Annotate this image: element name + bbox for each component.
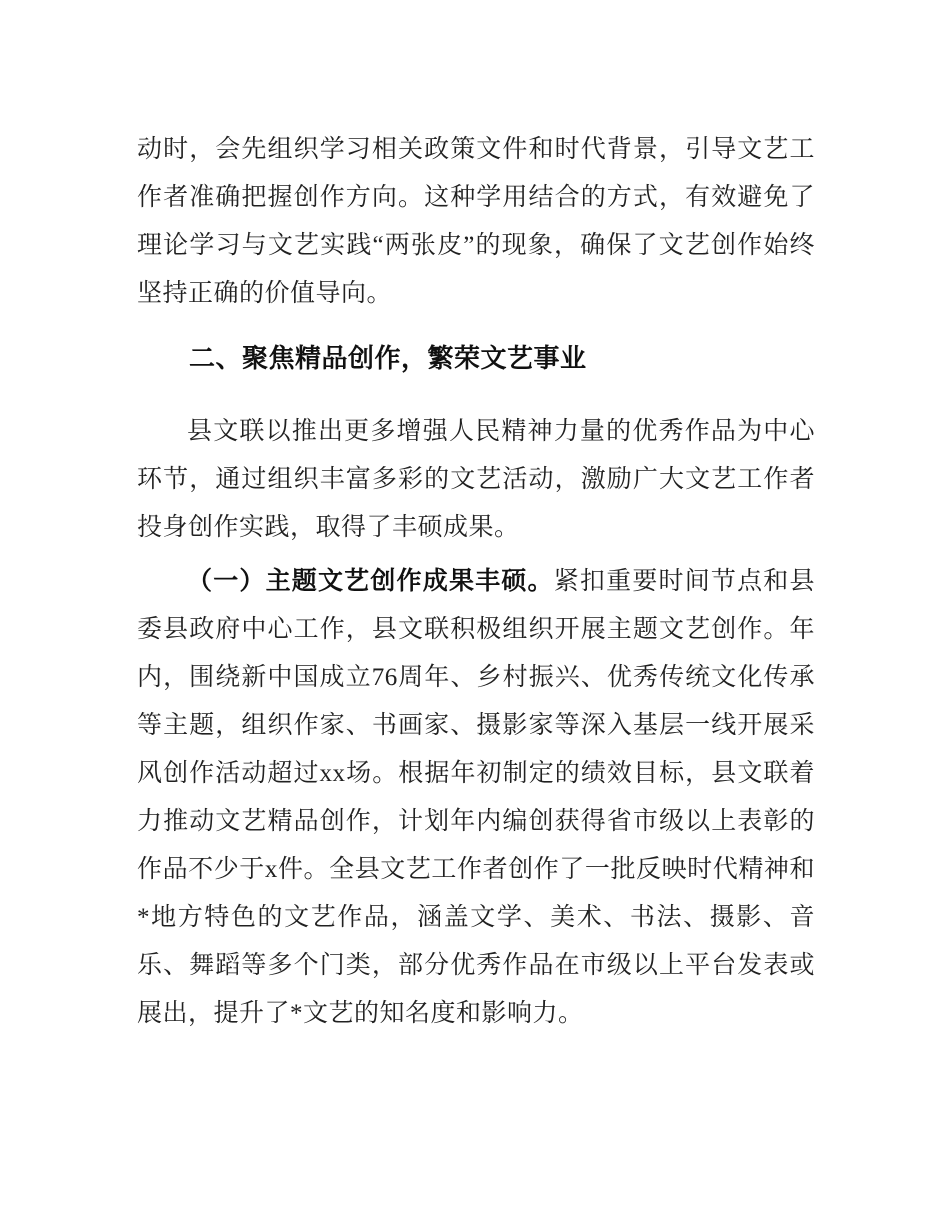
- section-heading-2: 二、聚焦精品创作，繁荣文艺事业: [189, 343, 587, 373]
- paragraph-continuation: 动时，会先组织学习相关政策文件和时代背景，引导文艺工作者准确把握创作方向。这种学用结合的方式，有效避免了理论学习与文艺实践“两张皮”的现象，确保了文艺创作始终坚持正确的价值导向。: [137, 136, 815, 307]
- paragraph-subsection-1: [137, 557, 815, 1038]
- subsection-1-body: 紧扣重要时间节点和县委县政府中心工作，县文联积极组织开展主题文艺创作。年内，围绕新中国成立76周年、乡村振兴、优秀传统文化传承等主题，组织作家、书画家、摄影家等深入基层一线开展采风创作活动超过xx场。根据年初制定的绩效目标，县文联着力推动文艺精品创作，计划年内编创获得省市级以上表彰的作品不少于x件。全县文艺工作者创作了一批反映时代精神和*地方特色的文艺作品，涵盖文学、美术、书法、摄影、音乐、舞蹈等多个门类，部分优秀作品在市级以上平台发表或展出，提升了*文艺的知名度和影响力。: [137, 568, 815, 1027]
- paragraph-section2-intro: 县文联以推出更多增强人民精神力量的优秀作品为中心环节，通过组织丰富多彩的文艺活动，激励广大文艺工作者投身创作实践，取得了丰硕成果。: [137, 418, 815, 541]
- subsection-1-lead: （一）主题文艺创作成果丰硕。: [187, 567, 554, 595]
